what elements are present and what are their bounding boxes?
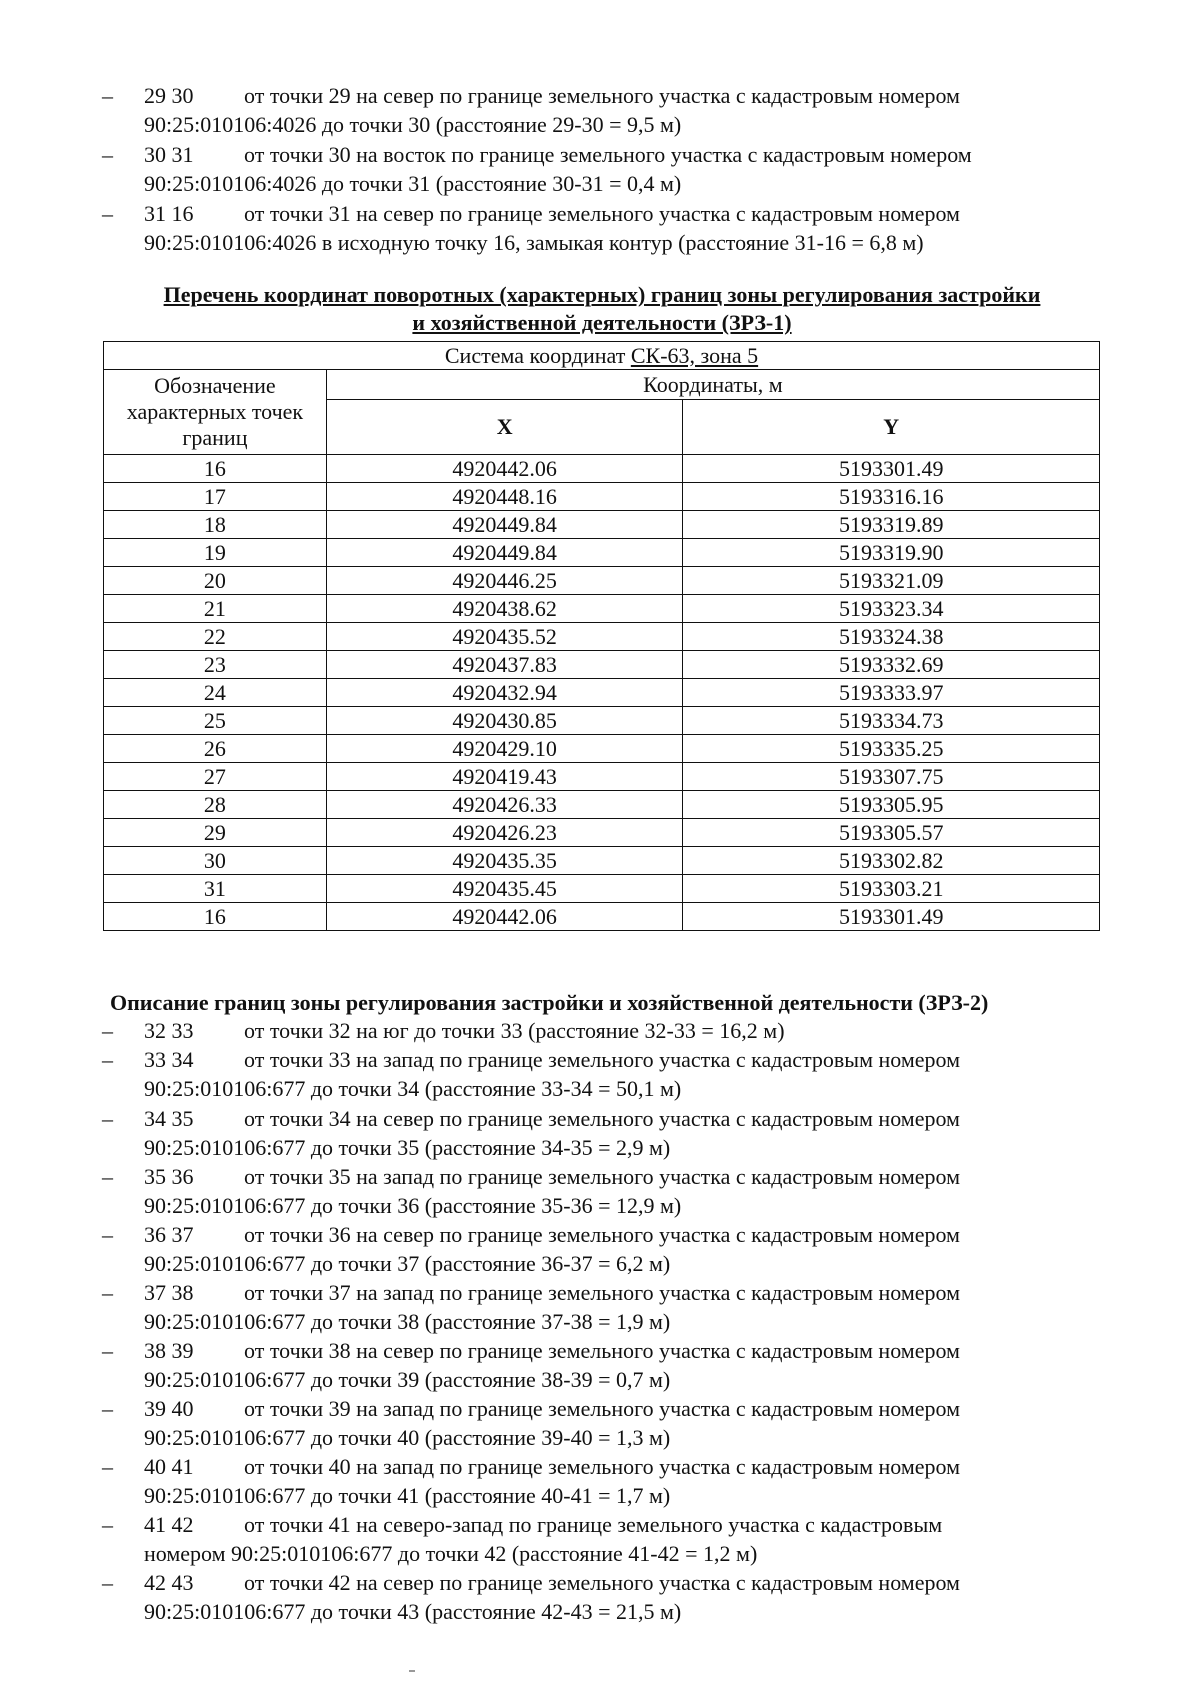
x-cell: 4920430.85 [326, 707, 683, 735]
boundary-segment-item [102, 1394, 1102, 1452]
point-cell: 23 [104, 651, 327, 679]
segment-line1: от точки 39 на запад по границе земельного участка с кадастровым номером [244, 1396, 961, 1421]
x-cell: 4920438.62 [326, 595, 683, 623]
x-cell: 4920426.23 [326, 819, 683, 847]
dash-bullet: – [102, 1512, 113, 1537]
table-row [104, 623, 1100, 651]
boundary-segment-item [102, 1336, 1102, 1394]
x-cell: 4920442.06 [326, 903, 683, 931]
segment-points: 41 42 [144, 1512, 194, 1537]
segment-text [144, 1394, 1102, 1452]
table-row [104, 651, 1100, 679]
segment-text [144, 199, 1102, 257]
segment-text [144, 1510, 1102, 1568]
point-cell: 30 [104, 847, 327, 875]
coord-system-prefix: Система координат [444, 342, 631, 368]
point-cell: 29 [104, 819, 327, 847]
y-cell: 5193303.21 [683, 875, 1100, 903]
segment-points: 42 43 [144, 1570, 194, 1595]
segment-text [144, 1162, 1102, 1220]
segment-text [144, 1104, 1102, 1162]
segment-line2: 90:25:010106:677 до точки 34 (расстояние 33-34 = 50,1 м) [144, 1076, 682, 1101]
dash-bullet: – [102, 1280, 113, 1305]
boundary-segment-item [102, 1278, 1102, 1336]
x-cell: 4920419.43 [326, 763, 683, 791]
segment-points: 40 41 [144, 1454, 194, 1479]
boundary-segment-item [102, 1016, 1102, 1045]
zrz2-description-title: Описание границ зоны регулирования застройки и хозяйственной деятельности (ЗРЗ-2) [110, 990, 989, 1015]
table-row [104, 847, 1100, 875]
segment-text [144, 1045, 1102, 1103]
segment-line2: номером 90:25:010106:677 до точки 42 (расстояние 41-42 = 1,2 м) [144, 1541, 758, 1566]
table-row [104, 875, 1100, 903]
segment-text [144, 1278, 1102, 1336]
segment-line1: от точки 33 на запад по границе земельного участка с кадастровым номером [244, 1047, 961, 1072]
dash-bullet: – [102, 1570, 113, 1595]
segment-line1: от точки 32 на юг до точки 33 (расстояние 32-33 = 16,2 м) [244, 1018, 785, 1043]
boundary-segment-item [102, 140, 1102, 198]
x-cell: 4920435.45 [326, 875, 683, 903]
segment-line1: от точки 31 на север по границе земельного участка с кадастровым номером [244, 201, 960, 226]
segment-points: 36 37 [144, 1222, 194, 1247]
point-cell: 28 [104, 791, 327, 819]
dash-bullet: – [102, 1396, 113, 1421]
x-cell: 4920435.52 [326, 623, 683, 651]
x-cell: 4920446.25 [326, 567, 683, 595]
segment-line2: 90:25:010106:677 до точки 36 (расстояние 35-36 = 12,9 м) [144, 1193, 682, 1218]
y-cell: 5193301.49 [683, 903, 1100, 931]
segment-line2: 90:25:010106:677 до точки 37 (расстояние 36-37 = 6,2 м) [144, 1251, 671, 1276]
y-cell: 5193319.90 [683, 539, 1100, 567]
y-cell: 5193305.57 [683, 819, 1100, 847]
coord-system-row [104, 342, 1100, 370]
y-cell: 5193316.16 [683, 483, 1100, 511]
y-cell: 5193323.34 [683, 595, 1100, 623]
dash-bullet: – [102, 1338, 113, 1363]
segment-line1: от точки 36 на север по границе земельного участка с кадастровым номером [244, 1222, 960, 1247]
dash-bullet: – [102, 1454, 113, 1479]
segment-line2: 90:25:010106:677 до точки 39 (расстояние 38-39 = 0,7 м) [144, 1367, 671, 1392]
coord-system-name: СК-63, зона 5 [630, 342, 759, 368]
point-cell: 24 [104, 679, 327, 707]
segment-text [144, 1016, 1102, 1045]
y-cell: 5193324.38 [683, 623, 1100, 651]
table-row [104, 679, 1100, 707]
table-title-line1: Перечень координат поворотных (характерных) границ зоны регулирования застройки [163, 282, 1041, 307]
segment-line1: от точки 29 на север по границе земельного участка с кадастровым номером [244, 83, 960, 108]
x-cell: 4920449.84 [326, 539, 683, 567]
table-row [104, 819, 1100, 847]
boundary-segment-item [102, 1452, 1102, 1510]
segment-text [144, 81, 1102, 139]
point-cell: 26 [104, 735, 327, 763]
segment-line2: 90:25:010106:4026 в исходную точку 16, замыкая контур (расстояние 31-16 = 6,8 м) [144, 230, 924, 255]
dash-bullet: – [102, 1222, 113, 1247]
segment-line1: от точки 30 на восток по границе земельного участка с кадастровым номером [244, 142, 972, 167]
boundary-segment-item [102, 1568, 1102, 1626]
coord-system-cell [104, 342, 1100, 370]
segment-line2: 90:25:010106:677 до точки 38 (расстояние 37-38 = 1,9 м) [144, 1309, 671, 1334]
segment-line2: 90:25:010106:677 до точки 43 (расстояние 42-43 = 21,5 м) [144, 1599, 682, 1624]
dash-bullet: – [102, 201, 113, 226]
point-cell: 31 [104, 875, 327, 903]
point-cell: 25 [104, 707, 327, 735]
segment-line1: от точки 42 на север по границе земельного участка с кадастровым номером [244, 1570, 960, 1595]
segment-text [144, 1336, 1102, 1394]
y-cell: 5193305.95 [683, 791, 1100, 819]
segment-line2: 90:25:010106:4026 до точки 31 (расстояние 30-31 = 0,4 м) [144, 171, 682, 196]
table-row [104, 595, 1100, 623]
point-cell: 22 [104, 623, 327, 651]
dash-bullet: – [102, 1106, 113, 1131]
x-cell: 4920432.94 [326, 679, 683, 707]
segment-line2: 90:25:010106:677 до точки 41 (расстояние 40-41 = 1,7 м) [144, 1483, 671, 1508]
segment-line1: от точки 35 на запад по границе земельного участка с кадастровым номером [244, 1164, 961, 1189]
segment-points: 38 39 [144, 1338, 194, 1363]
boundary-segment-item [102, 1104, 1102, 1162]
table-row [104, 763, 1100, 791]
segment-points: 29 30 [144, 83, 194, 108]
point-cell: 17 [104, 483, 327, 511]
y-cell: 5193335.25 [683, 735, 1100, 763]
point-cell: 18 [104, 511, 327, 539]
segment-points: 30 31 [144, 142, 194, 167]
x-cell: 4920449.84 [326, 511, 683, 539]
col-coords-header: Координаты, м [326, 370, 1099, 400]
boundary-segment-item [102, 1510, 1102, 1568]
boundary-segment-item [102, 199, 1102, 257]
point-cell: 20 [104, 567, 327, 595]
header-row [104, 370, 1100, 400]
segment-text [144, 1220, 1102, 1278]
segment-points: 31 16 [144, 201, 194, 226]
segment-points: 32 33 [144, 1018, 194, 1043]
segment-points: 39 40 [144, 1396, 194, 1421]
point-cell: 19 [104, 539, 327, 567]
segment-line1: от точки 38 на север по границе земельного участка с кадастровым номером [244, 1338, 960, 1363]
table-row [104, 511, 1100, 539]
point-cell: 16 [104, 455, 327, 483]
x-cell: 4920426.33 [326, 791, 683, 819]
y-cell: 5193332.69 [683, 651, 1100, 679]
segment-points: 33 34 [144, 1047, 194, 1072]
boundary-segment-item [102, 1220, 1102, 1278]
dash-bullet: – [102, 142, 113, 167]
table-row [104, 791, 1100, 819]
y-cell: 5193302.82 [683, 847, 1100, 875]
segment-line1: от точки 34 на север по границе земельного участка с кадастровым номером [244, 1106, 960, 1131]
y-cell: 5193333.97 [683, 679, 1100, 707]
dash-bullet: – [102, 1164, 113, 1189]
col-x-header: X [326, 400, 683, 455]
col-point-header: Обозначение характерных точек границ [104, 370, 327, 455]
point-cell: 21 [104, 595, 327, 623]
col-y-header: Y [683, 400, 1100, 455]
y-cell: 5193319.89 [683, 511, 1100, 539]
boundary-segment-item [102, 1162, 1102, 1220]
segment-line2: 90:25:010106:4026 до точки 30 (расстояние 29-30 = 9,5 м) [144, 112, 682, 137]
x-cell: 4920437.83 [326, 651, 683, 679]
y-cell: 5193301.49 [683, 455, 1100, 483]
segment-text [144, 140, 1102, 198]
table-title-line2: и хозяйственной деятельности (ЗРЗ-1) [412, 310, 792, 335]
y-cell: 5193321.09 [683, 567, 1100, 595]
segment-text [144, 1568, 1102, 1626]
dash-bullet: – [102, 1018, 113, 1043]
scan-mark [409, 1670, 415, 1672]
boundary-segment-item [102, 1045, 1102, 1103]
table-row [104, 903, 1100, 931]
segment-text [144, 1452, 1102, 1510]
x-cell: 4920435.35 [326, 847, 683, 875]
dash-bullet: – [102, 83, 113, 108]
segment-line1: от точки 37 на запад по границе земельного участка с кадастровым номером [244, 1280, 961, 1305]
boundary-segment-item [102, 81, 1102, 139]
x-cell: 4920448.16 [326, 483, 683, 511]
table-row [104, 539, 1100, 567]
segment-line2: 90:25:010106:677 до точки 40 (расстояние 39-40 = 1,3 м) [144, 1425, 671, 1450]
table-row [104, 483, 1100, 511]
coordinates-table [103, 341, 1100, 931]
segment-line2: 90:25:010106:677 до точки 35 (расстояние 34-35 = 2,9 м) [144, 1135, 671, 1160]
y-cell: 5193307.75 [683, 763, 1100, 791]
point-cell: 16 [104, 903, 327, 931]
dash-bullet: – [102, 1047, 113, 1072]
segment-points: 35 36 [144, 1164, 194, 1189]
table-row [104, 707, 1100, 735]
point-cell: 27 [104, 763, 327, 791]
table-row [104, 735, 1100, 763]
x-cell: 4920442.06 [326, 455, 683, 483]
segment-points: 34 35 [144, 1106, 194, 1131]
table-row [104, 455, 1100, 483]
segment-points: 37 38 [144, 1280, 194, 1305]
x-cell: 4920429.10 [326, 735, 683, 763]
segment-line1: от точки 40 на запад по границе земельного участка с кадастровым номером [244, 1454, 961, 1479]
y-cell: 5193334.73 [683, 707, 1100, 735]
segment-line1: от точки 41 на северо-запад по границе земельного участка с кадастровым [244, 1512, 943, 1537]
table-row [104, 567, 1100, 595]
